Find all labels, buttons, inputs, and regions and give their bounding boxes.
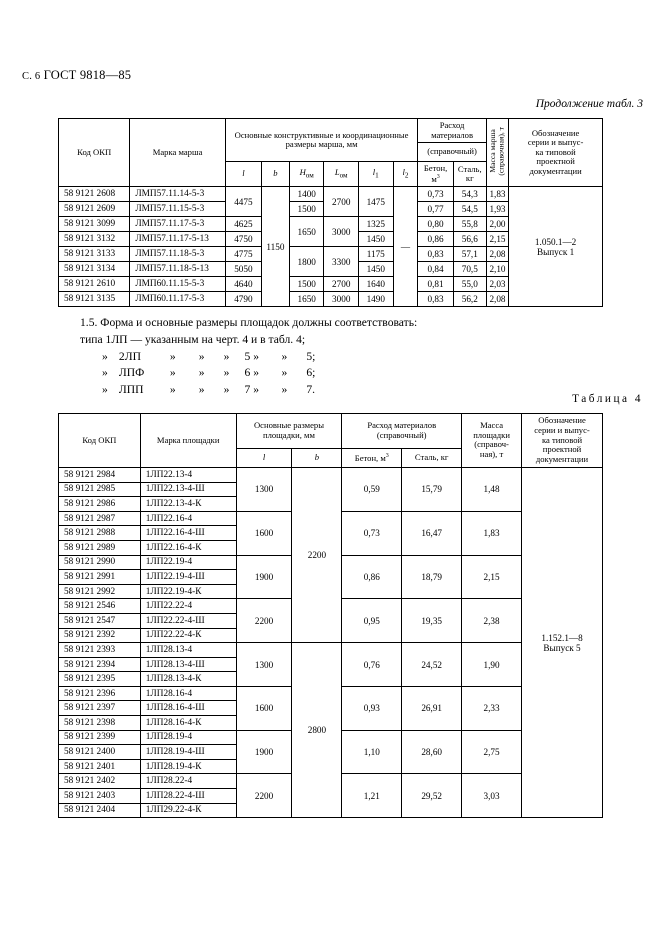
cell-code: 58 9121 2399 (59, 730, 141, 745)
th-code: Код ОКП (59, 119, 130, 187)
cell-brand: 1ЛП28.13-4-К (140, 672, 236, 687)
cell-l: 1600 (236, 511, 292, 555)
list-q3-1: » (198, 349, 205, 363)
cell-brand: ЛМП60.11.17-5-3 (130, 292, 225, 307)
page-number: С. 6 (22, 71, 41, 82)
cell-mass: 2,38 (462, 599, 522, 643)
cell-brand: 1ЛП22.13-4-Ш (140, 482, 236, 497)
cell-l1: 1450 (358, 232, 393, 247)
cell-brand: ЛМП57.11.18-5-13 (130, 262, 225, 277)
list-type-2: ЛПФ (118, 366, 145, 380)
cell-mass: 2,10 (486, 262, 508, 277)
cell-concrete: 0,73 (418, 187, 453, 202)
th4-b: b (292, 449, 342, 468)
list-q3-2: » (198, 366, 205, 380)
cell-b: 2800 (292, 643, 342, 818)
cell-steel: 70,5 (453, 262, 486, 277)
th4-mass: Масса площадки (справоч- ная), т (462, 414, 522, 468)
cell-mass: 2,03 (486, 277, 508, 292)
cell-concrete: 0,77 (418, 202, 453, 217)
cell-lom: 2700 (324, 187, 359, 217)
cell-steel: 56,6 (453, 232, 486, 247)
cell-mass: 2,15 (486, 232, 508, 247)
th-steel: Сталь, кг (453, 162, 486, 187)
cell-code: 58 9121 2608 (59, 187, 130, 202)
cell-l: 1900 (236, 730, 292, 774)
cell-steel: 55,0 (453, 277, 486, 292)
list-q2-1: » (169, 349, 176, 363)
cell-steel: 54,3 (453, 187, 486, 202)
cell-mass: 1,83 (462, 511, 522, 555)
list-q3-3: » (198, 383, 205, 397)
designation-line-1: 1.152.1—8 (541, 632, 583, 643)
list-q2-3: » (169, 383, 176, 397)
cell-code: 58 9121 3134 (59, 262, 130, 277)
cell-steel: 57,1 (453, 247, 486, 262)
cell-brand: 1ЛП28.16-4-К (140, 716, 236, 731)
cell-steel: 18,79 (402, 555, 462, 599)
cell-code: 58 9121 3135 (59, 292, 130, 307)
cell-brand: ЛМП57.11.17-5-3 (130, 217, 225, 232)
cell-brand: 1ЛП28.19-4-Ш (140, 745, 236, 760)
cell-code: 58 9121 2395 (59, 672, 141, 687)
cell-hom: 1500 (289, 202, 324, 217)
cell-mass: 1,90 (462, 643, 522, 687)
cell-l: 1300 (236, 467, 292, 511)
cell-concrete: 1,10 (342, 730, 402, 774)
cell-concrete: 0,84 (418, 262, 453, 277)
cell-l: 2200 (236, 599, 292, 643)
cell-mass: 2,00 (486, 217, 508, 232)
cell-concrete: 0,83 (418, 247, 453, 262)
cell-concrete: 1,21 (342, 774, 402, 818)
cell-code: 58 9121 2990 (59, 555, 141, 570)
list-q5-3: » (281, 383, 288, 397)
th-consumption: Расход материалов (418, 119, 486, 143)
cell-lom: 2700 (324, 277, 359, 292)
cell-l: 1600 (236, 686, 292, 730)
cell-mass: 1,93 (486, 202, 508, 217)
table-3 (58, 118, 603, 307)
th-main-dims: Основные конструктивные и координационные размеры марша, мм (225, 119, 418, 162)
cell-mass: 2,08 (486, 292, 508, 307)
cell-l: 4790 (225, 292, 261, 307)
cell-l: 4475 (225, 187, 261, 217)
cell-code: 58 9121 2393 (59, 643, 141, 658)
table-row (59, 467, 603, 482)
paragraph-1-5 (58, 315, 603, 399)
cell-brand: ЛМП57.11.18-5-3 (130, 247, 225, 262)
cell-l: 2200 (236, 774, 292, 818)
cell-lom: 3000 (324, 292, 359, 307)
cell-code: 58 9121 3132 (59, 232, 130, 247)
cell-code: 58 9121 2394 (59, 657, 141, 672)
list-quote-1: » (102, 349, 108, 363)
th4-designation: Обозначение серии и выпус- ка типовой проектной документации (522, 414, 603, 468)
cell-l: 4750 (225, 232, 261, 247)
cell-brand: 1ЛП28.19-4-К (140, 759, 236, 774)
table-row (59, 187, 603, 202)
cell-hom: 1500 (289, 277, 324, 292)
th-l: l (225, 162, 261, 187)
table-4 (58, 413, 603, 818)
cell-b: 1150 (261, 187, 289, 307)
cell-brand: 1ЛП22.19-4-К (140, 584, 236, 599)
cell-brand: ЛМП57.11.15-5-3 (130, 202, 225, 217)
cell-brand: 1ЛП22.22-4 (140, 599, 236, 614)
cell-hom: 1650 (289, 292, 324, 307)
th-concrete: Бетон, $м^3$ (418, 162, 453, 187)
cell-b: 2200 (292, 467, 342, 642)
cell-code: 58 9121 2397 (59, 701, 141, 716)
cell-brand: 1ЛП28.22-4-Ш (140, 789, 236, 804)
th4-code: Код ОКП (59, 414, 141, 468)
cell-brand: ЛМП57.11.17-5-13 (130, 232, 225, 247)
paragraph-text-1: Форма и основные размеры площадок должны соответствовать: (100, 316, 418, 329)
th-brand: Марка марша (130, 119, 225, 187)
cell-concrete: 0,80 (418, 217, 453, 232)
cell-steel: 26,91 (402, 686, 462, 730)
designation-line-1: 1.050.1—2 (534, 236, 577, 247)
cell-code: 58 9121 2546 (59, 599, 141, 614)
cell-l1: 1490 (358, 292, 393, 307)
th-hom: $H_{ом}$ (289, 162, 324, 187)
cell-brand: 1ЛП28.19-4 (140, 730, 236, 745)
table-4-caption: Таблица 4 (572, 393, 643, 405)
cell-l1: 1175 (358, 247, 393, 262)
list-type-1: 2ЛП (118, 349, 141, 363)
cell-code: 58 9121 3133 (59, 247, 130, 262)
cell-brand: ЛМП57.11.14-5-3 (130, 187, 225, 202)
list-num-2: 6 » (244, 366, 260, 380)
cell-brand: 1ЛП22.16-4-Ш (140, 526, 236, 541)
cell-code: 58 9121 2992 (59, 584, 141, 599)
cell-steel: 29,52 (402, 774, 462, 818)
designation-line-2: Выпуск 1 (536, 246, 575, 257)
cell-code: 58 9121 2989 (59, 540, 141, 555)
cell-brand: 1ЛП22.13-4-К (140, 497, 236, 512)
cell-mass: 2,75 (462, 730, 522, 774)
cell-designation (522, 467, 603, 817)
list-q4-3: » (223, 383, 230, 397)
cell-brand: ЛМП60.11.15-5-3 (130, 277, 225, 292)
list-q4-1: » (223, 349, 230, 363)
cell-code: 58 9121 2392 (59, 628, 141, 643)
cell-concrete: 0,95 (342, 599, 402, 643)
cell-brand: 1ЛП22.13-4 (140, 467, 236, 482)
list-end-2: 6; (306, 366, 316, 380)
paragraph-line-2: типа 1ЛП — указанным на черт. 4 и в табл. 4; (80, 332, 306, 346)
th-l1: $l_1$ (358, 162, 393, 187)
th4-steel: Сталь, кг (402, 449, 462, 468)
table-3-container (58, 118, 603, 307)
th4-l: l (236, 449, 292, 468)
cell-steel: 19,35 (402, 599, 462, 643)
cell-hom: 1650 (289, 217, 324, 247)
cell-l2: — (393, 187, 418, 307)
cell-l1: 1450 (358, 262, 393, 277)
cell-mass: 2,15 (462, 555, 522, 599)
list-num-3: 7 » (244, 383, 260, 397)
cell-code: 58 9121 3099 (59, 217, 130, 232)
list-q2-2: » (169, 366, 176, 380)
cell-concrete: 0,59 (342, 467, 402, 511)
cell-code: 58 9121 2402 (59, 774, 141, 789)
cell-code: 58 9121 2403 (59, 789, 141, 804)
cell-code: 58 9121 2547 (59, 613, 141, 628)
cell-steel: 28,60 (402, 730, 462, 774)
cell-brand: 1ЛП22.19-4-Ш (140, 570, 236, 585)
th4-brand: Марка площадки (140, 414, 236, 468)
cell-concrete: 0,81 (418, 277, 453, 292)
list-q4-2: » (223, 366, 230, 380)
cell-lom: 3000 (324, 217, 359, 247)
th-designation: Обозначение серии и выпус- ка типовой проектной документации (509, 119, 603, 187)
cell-concrete: 0,76 (342, 643, 402, 687)
cell-code: 58 9121 2987 (59, 511, 141, 526)
cell-brand: 1ЛП29.22-4-К (140, 803, 236, 818)
cell-l1: 1325 (358, 217, 393, 232)
cell-code: 58 9121 2404 (59, 803, 141, 818)
cell-concrete: 0,83 (418, 292, 453, 307)
cell-l1: 1640 (358, 277, 393, 292)
page-header (22, 68, 131, 83)
paragraph-number: 1.5. (80, 316, 98, 329)
cell-designation (509, 187, 603, 307)
cell-brand: 1ЛП22.22-4-К (140, 628, 236, 643)
th4-consumption: Расход материалов (справочный) (342, 414, 462, 449)
th-b: b (261, 162, 289, 187)
cell-brand: 1ЛП28.13-4-Ш (140, 657, 236, 672)
list-q5-1: » (281, 349, 288, 363)
cell-l: 1900 (236, 555, 292, 599)
cell-code: 58 9121 2610 (59, 277, 130, 292)
cell-brand: 1ЛП28.13-4 (140, 643, 236, 658)
th-mass: Масса марша (справочная), т (486, 119, 508, 187)
cell-mass: 3,03 (462, 774, 522, 818)
cell-brand: 1ЛП22.16-4 (140, 511, 236, 526)
cell-steel: 15,79 (402, 467, 462, 511)
cell-brand: 1ЛП22.19-4 (140, 555, 236, 570)
cell-l: 4775 (225, 247, 261, 262)
list-q5-2: » (281, 366, 288, 380)
table-3-header-row-1 (59, 119, 603, 143)
cell-code: 58 9121 2398 (59, 716, 141, 731)
th-l2: $l_2$ (393, 162, 418, 187)
cell-brand: 1ЛП22.22-4-Ш (140, 613, 236, 628)
cell-lom: 3300 (324, 247, 359, 277)
cell-code: 58 9121 2986 (59, 497, 141, 512)
cell-code: 58 9121 2609 (59, 202, 130, 217)
cell-concrete: 0,86 (342, 555, 402, 599)
standard-number: ГОСТ 9818—85 (43, 68, 132, 82)
list-end-3: 7. (306, 383, 316, 397)
th-consumption-note: (справочный) (418, 143, 486, 162)
cell-l1: 1475 (358, 187, 393, 217)
cell-steel: 24,52 (402, 643, 462, 687)
table-row (59, 643, 603, 658)
cell-brand: 1ЛП28.16-4 (140, 686, 236, 701)
cell-l: 4625 (225, 217, 261, 232)
table-4-container (58, 413, 603, 818)
cell-code: 58 9121 2400 (59, 745, 141, 760)
cell-code: 58 9121 2988 (59, 526, 141, 541)
cell-code: 58 9121 2991 (59, 570, 141, 585)
paragraph-list-row (102, 349, 603, 366)
cell-steel: 55,8 (453, 217, 486, 232)
cell-mass: 1,83 (486, 187, 508, 202)
cell-concrete: 0,73 (342, 511, 402, 555)
th-lom: $L_{ом}$ (324, 162, 359, 187)
list-num-1: 5 » (244, 349, 260, 363)
cell-code: 58 9121 2401 (59, 759, 141, 774)
cell-code: 58 9121 2396 (59, 686, 141, 701)
cell-code: 58 9121 2984 (59, 467, 141, 482)
cell-brand: 1ЛП28.16-4-Ш (140, 701, 236, 716)
list-type-3: ЛПП (118, 383, 144, 397)
list-end-1: 5; (306, 349, 316, 363)
cell-hom: 1400 (289, 187, 324, 202)
designation-line-2: Выпуск 5 (543, 642, 581, 653)
cell-concrete: 0,86 (418, 232, 453, 247)
list-quote-2: » (102, 366, 108, 380)
cell-steel: 16,47 (402, 511, 462, 555)
continuation-note: Продолжение табл. 3 (535, 98, 643, 110)
cell-brand: 1ЛП22.16-4-К (140, 540, 236, 555)
cell-brand: 1ЛП28.22-4 (140, 774, 236, 789)
cell-l: 1300 (236, 643, 292, 687)
th4-main-dims: Основные размеры площадки, мм (236, 414, 342, 449)
cell-code: 58 9121 2985 (59, 482, 141, 497)
cell-steel: 56,2 (453, 292, 486, 307)
list-quote-3: » (102, 383, 108, 397)
cell-mass: 1,48 (462, 467, 522, 511)
cell-l: 4640 (225, 277, 261, 292)
cell-concrete: 0,93 (342, 686, 402, 730)
cell-hom: 1800 (289, 247, 324, 277)
th4-concrete: Бетон, $м^3$ (342, 449, 402, 468)
cell-steel: 54,5 (453, 202, 486, 217)
cell-mass: 2,08 (486, 247, 508, 262)
paragraph-line-1 (58, 315, 603, 332)
paragraph-list-row (102, 365, 603, 382)
cell-mass: 2,33 (462, 686, 522, 730)
cell-l: 5050 (225, 262, 261, 277)
paragraph-list-row (102, 382, 603, 399)
